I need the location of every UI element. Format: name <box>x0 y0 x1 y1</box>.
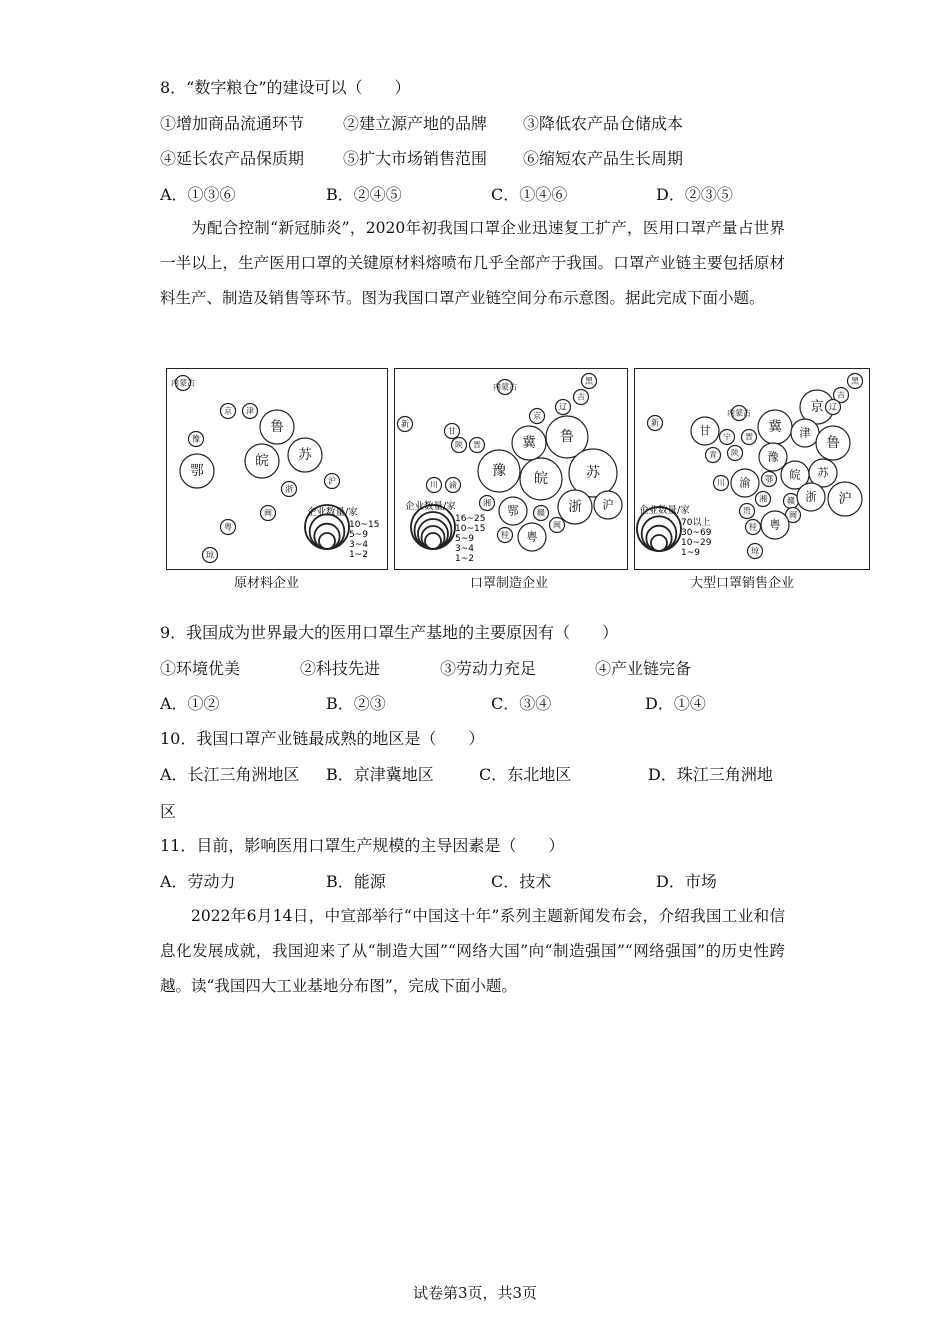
bubble-label: 新 <box>651 418 659 428</box>
bubble-label: 冀 <box>522 435 536 451</box>
bubble-label: 浙 <box>285 484 293 494</box>
province-bubble <box>478 450 520 492</box>
province-bubble <box>848 374 863 389</box>
panel-raw-material <box>166 368 388 570</box>
q11-option-b[interactable]: B．能源 <box>326 872 386 891</box>
q11-stem: 11．目前，影响医用口罩生产规模的主导因素是（ ） <box>160 836 565 855</box>
bubble-map-raw-material <box>167 369 387 569</box>
province-bubble <box>594 491 622 519</box>
bubble-label: 苏 <box>298 447 312 463</box>
bubble-label: 鲁 <box>560 429 574 445</box>
bubble-label: 辽 <box>559 402 567 412</box>
province-bubble <box>816 426 850 460</box>
province-bubble <box>203 548 218 563</box>
bubble-label: 川 <box>717 478 725 488</box>
bubble-label: 桂 <box>749 522 757 532</box>
q9-item: ③劳动力充足 <box>440 659 537 678</box>
q8-option-a[interactable]: A．①③⑥ <box>160 185 236 204</box>
province-bubble <box>427 478 442 493</box>
bubble-label: 青 <box>709 450 717 460</box>
province-bubble <box>452 438 467 453</box>
bubble-label: 吉 <box>837 390 845 400</box>
bubble-label: 桂 <box>501 530 509 540</box>
province-bubble <box>221 404 236 419</box>
province-bubble <box>756 492 771 507</box>
bubble-label: 沪 <box>328 476 336 486</box>
bubble-label: 沪 <box>602 498 614 512</box>
caption-raw-material: 原材料企业 <box>234 576 300 591</box>
q9-option-b[interactable]: B．②③ <box>326 694 386 713</box>
legend-item-label: 3~4 <box>349 540 368 550</box>
province-bubble <box>530 409 545 424</box>
bubble-label: 浙 <box>805 490 817 504</box>
legend-circle <box>319 533 335 549</box>
legend-item-label: 10~15 <box>349 520 380 530</box>
q8-option-d[interactable]: D．②③⑤ <box>656 185 733 204</box>
province-bubble <box>727 406 751 421</box>
province-bubble <box>245 444 279 478</box>
bubble-label: 京 <box>533 411 541 421</box>
bubble-label: 琼 <box>751 546 759 556</box>
province-bubble <box>520 458 562 500</box>
legend-item-label: 3~4 <box>455 544 474 554</box>
q8-stem: 8．“数字粮仓”的建设可以（ ） <box>160 78 411 97</box>
province-bubble <box>828 482 862 516</box>
bubble-label: 甘 <box>448 426 456 436</box>
province-bubble <box>791 419 819 447</box>
bubble-label: 贵 <box>743 506 751 516</box>
province-bubble <box>498 528 513 543</box>
legend-item-label: 5~9 <box>349 530 368 540</box>
province-bubble <box>761 511 789 539</box>
bubble-label: 豫 <box>492 463 506 479</box>
province-bubble <box>550 518 565 533</box>
province-bubble <box>499 497 527 525</box>
province-bubble <box>582 374 597 389</box>
province-bubble <box>826 400 841 415</box>
bubble-label: 鲁 <box>826 435 840 451</box>
province-bubble <box>748 544 763 559</box>
q8-item: ⑤扩大市场销售范围 <box>343 149 488 168</box>
passage-mask-industry: 为配合控制“新冠肺炎”，2020年初我国口罩企业迅速复工扩产，医用口罩产量占世界一半以上，生产医用口罩的关键原材料熔喷布几乎全部产于我国。口罩产业链主要包括原材料生产、制造及销售等环节。图为我国口罩产业链空间分布示意图。据此完成下面小题。 <box>160 219 785 307</box>
province-bubble <box>574 390 589 405</box>
bubble-label: 豫 <box>767 450 779 464</box>
caption-mask-sales: 大型口罩销售企业 <box>690 576 795 591</box>
legend-circle <box>425 533 441 549</box>
bubble-label: 粤 <box>526 530 538 544</box>
legend-circle <box>415 512 452 549</box>
bubble-label: 陕 <box>731 448 739 458</box>
legend-item-label: 10~29 <box>681 538 712 548</box>
q8-item: ③降低农产品仓储成本 <box>523 114 684 133</box>
legend-item-label: 1~2 <box>349 550 368 560</box>
bubble-label: 黑 <box>851 376 859 386</box>
province-bubble <box>534 506 549 521</box>
q9-option-d[interactable]: D．①④ <box>645 694 706 713</box>
bubble-label: 鄂 <box>507 504 519 518</box>
bubble-label: 鄂 <box>765 474 773 484</box>
q8-option-b[interactable]: B．②④⑤ <box>326 185 402 204</box>
province-bubble <box>558 490 592 524</box>
province-bubble <box>261 506 276 521</box>
panel-mask-manufacturing <box>394 368 628 570</box>
province-bubble <box>470 438 485 453</box>
bubble-label: 粤 <box>224 522 232 532</box>
q9-item: ②科技先进 <box>300 659 381 678</box>
bubble-label: 闽 <box>789 510 797 520</box>
q9-option-c[interactable]: C．③④ <box>491 694 552 713</box>
legend-item-label: 10~15 <box>455 524 486 534</box>
province-bubble <box>512 426 546 460</box>
bubble-label: 闽 <box>264 508 272 518</box>
bubble-label: 苏 <box>586 465 600 481</box>
bubble-label: 赣 <box>537 508 545 518</box>
bubble-label: 晋 <box>473 440 481 450</box>
province-bubble <box>518 523 546 551</box>
q11-option-d[interactable]: D．市场 <box>656 872 717 891</box>
q9-stem: 9．我国成为世界最大的医用口罩生产基地的主要原因有（ ） <box>160 623 619 642</box>
province-bubble <box>446 478 461 493</box>
bubble-label: 鄂 <box>190 463 204 479</box>
province-bubble <box>648 416 663 431</box>
bubble-label: 甘 <box>699 424 711 438</box>
bubble-label: 川 <box>430 480 438 490</box>
legend-circle <box>646 526 671 551</box>
bubble-label: 宁 <box>723 432 731 442</box>
province-bubble <box>714 476 729 491</box>
province-bubble <box>728 446 743 461</box>
bubble-label: 辽 <box>829 402 837 412</box>
q10-option-a[interactable]: A．长江三角洲地区 <box>160 765 300 784</box>
legend-item-label: 30~69 <box>681 528 712 538</box>
q8-option-c[interactable]: C．①④⑥ <box>491 185 568 204</box>
legend-title: 企业数量/家 <box>639 505 690 516</box>
passage-industrial-bases: 2022年6月14日，中宣部举行“中国这十年”系列主题新闻发布会，介绍我国工业和信息化发展成就，我国迎来了从“制造大国”“网络大国”向“制造强国”“网络强国”的历史性跨越。读“我国四大工业基地分布图”，完成下面小题。 <box>160 907 785 995</box>
bubble-map-mask-manufacturing <box>395 369 627 569</box>
q8-item: ①增加商品流通环节 <box>160 114 305 133</box>
bubble-label: 内蒙古 <box>727 408 751 418</box>
legend-item-label: 70以上 <box>681 518 711 528</box>
province-bubble <box>480 496 495 511</box>
legend-item-label: 16~25 <box>455 514 486 524</box>
q8-item: ⑥缩短农产品生长周期 <box>523 149 684 168</box>
bubble-label: 晋 <box>745 432 753 442</box>
panel-mask-sales <box>634 368 870 570</box>
bubble-map-mask-sales <box>635 369 869 569</box>
bubble-label: 黑 <box>585 376 593 386</box>
bubble-label: 皖 <box>255 453 269 469</box>
bubble-label: 豫 <box>192 434 200 444</box>
bubble-label: 渝 <box>449 480 457 490</box>
q9-item: ④产业链完备 <box>595 659 692 678</box>
q10-stem: 10．我国口罩产业链最成熟的地区是（ ） <box>160 729 485 748</box>
q9-item: ①环境优美 <box>160 659 241 678</box>
province-bubble <box>445 424 460 439</box>
q10-option-b[interactable]: B．京津冀地区 <box>326 765 434 784</box>
province-bubble <box>731 469 759 497</box>
bubble-label: 湘 <box>759 494 767 504</box>
q9-option-a[interactable]: A．①② <box>160 694 220 713</box>
q10-option-c[interactable]: C．东北地区 <box>479 765 572 784</box>
province-bubble <box>221 520 236 535</box>
bubble-label: 京 <box>224 406 232 416</box>
bubble-label: 新 <box>401 419 409 429</box>
province-bubble <box>189 432 204 447</box>
legend-circle <box>651 535 667 551</box>
province-bubble <box>762 472 777 487</box>
bubble-label: 京 <box>810 399 824 415</box>
q11-option-c[interactable]: C．技术 <box>491 872 552 891</box>
legend-title: 企业数量/家 <box>307 507 358 518</box>
province-bubble <box>493 380 517 395</box>
province-bubble <box>691 417 719 445</box>
province-bubble <box>282 482 297 497</box>
province-bubble <box>288 438 322 472</box>
province-bubble <box>180 454 214 488</box>
bubble-label: 津 <box>799 426 811 440</box>
caption-mask-manufacturing: 口罩制造企业 <box>470 576 549 591</box>
province-bubble <box>706 448 721 463</box>
bubble-label: 湘 <box>483 498 491 508</box>
page-footer: 试卷第3页，共3页 <box>412 1284 538 1302</box>
bubble-label: 沪 <box>838 491 852 507</box>
province-bubble <box>784 494 799 509</box>
bubble-label: 浙 <box>568 499 582 515</box>
province-bubble <box>797 483 825 511</box>
q10-option-d[interactable]: D．珠江三角洲地 <box>648 765 773 784</box>
province-bubble <box>243 404 258 419</box>
bubble-label: 皖 <box>534 471 548 487</box>
legend-item-label: 1~2 <box>455 554 474 564</box>
province-bubble <box>758 410 792 444</box>
bubble-label: 琼 <box>206 550 214 560</box>
province-bubble <box>740 504 755 519</box>
bubble-label: 皖 <box>789 468 801 482</box>
bubble-label: 内蒙古 <box>493 382 517 392</box>
bubble-label: 津 <box>246 406 254 416</box>
bubble-label: 粤 <box>769 518 781 532</box>
bubble-label: 赣 <box>787 496 795 506</box>
province-bubble <box>260 410 294 444</box>
bubble-label: 冀 <box>768 419 782 435</box>
province-bubble <box>171 376 195 391</box>
bubble-label: 鲁 <box>270 419 284 435</box>
province-bubble <box>398 417 413 432</box>
bubble-label: 陕 <box>455 440 463 450</box>
bubble-label: 闽 <box>553 520 561 530</box>
province-bubble <box>720 430 735 445</box>
province-bubble <box>742 430 757 445</box>
bubble-label: 苏 <box>817 466 829 480</box>
province-bubble <box>556 400 571 415</box>
legend-circle <box>314 524 339 549</box>
bubble-label: 内蒙古 <box>171 378 195 388</box>
bubble-label: 吉 <box>577 392 585 402</box>
legend-item-label: 1~9 <box>681 548 700 558</box>
province-bubble <box>325 474 340 489</box>
province-bubble <box>746 520 761 535</box>
legend-item-label: 5~9 <box>455 534 474 544</box>
q11-option-a[interactable]: A．劳动力 <box>160 872 236 891</box>
province-bubble <box>759 443 787 471</box>
q10-option-d-overflow: 区 <box>160 802 177 821</box>
q8-item: ②建立源产地的品牌 <box>343 114 488 133</box>
q8-item: ④延长农产品保质期 <box>160 149 305 168</box>
bubble-label: 渝 <box>739 476 751 490</box>
legend-title: 企业数量/家 <box>405 501 456 512</box>
